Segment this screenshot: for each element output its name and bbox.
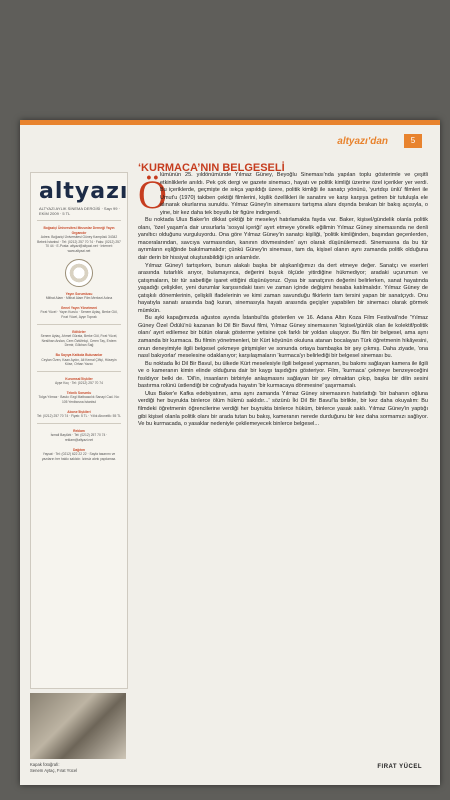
article-author: FIRAT YÜCEL bbox=[377, 764, 422, 770]
masthead-block: Genel Yayın Yönetmeni Fırat Yücel · Yayın Kurulu · Senem Aytaç, Berke Göl, Fırat Yücel, Ayşe Toprak bbox=[40, 305, 118, 319]
cover-caption: Kapak fotoğrafı: Senem Aytaç, Fırat Yücel bbox=[30, 762, 78, 773]
article-body bbox=[138, 172, 428, 768]
university-seal-icon bbox=[65, 259, 93, 287]
page-number: 5 bbox=[404, 134, 422, 148]
article-paragraph: Yılmaz Güney'i tartışırken, bunun alakalı başka bir alışkanlığımızı da dert etmeye değer. Sanatçı ve eserleri arasında tutarlılık arıyor, bulamayınca, değerini buyuk ölçüde yitirdiğine hükmediyor; aradaki uçurumun ve çatışmaların, bir tür sabetliğe işaret ettiğini düşünüyoruz. Oysa bir sanatçının değerini belirlerken, sanat hayatında yaşadığı çelişkiler, yeni durumlar karşısındaki tavrı ve zaman içinde değişimi hesaba katılmalıdır. Yılmaz Güney de çatışkılı dönemlerinin, çelişkili ifadelerinin ve kimi zaman savunduğu fikirlerin tam tersini yapan bir sanatçıydı. Onu hayatıyla sanatı arasında bağ kuran, sinemasıyla hayatı arasında geçişler yapabilen bir sinemacı olarak görmek mümkün. bbox=[138, 262, 428, 314]
masthead-block: Bu Sayıya Katkıda Bulunanlar Ceylan Özen, Kaan Aydın, Ali Kemal Çiftçi, Hüseyin Köse, Orhan Yazıcı bbox=[41, 352, 117, 367]
masthead-block: Reklam İsmail Baştürk · Tel: (0212) 257 70 74 · reklam@altyazi.net bbox=[50, 428, 108, 443]
divider bbox=[37, 371, 121, 372]
divider bbox=[37, 423, 121, 424]
article-paragraph: lümünün 25. yıldönümünde Yılmaz Güney, Beyoğlu Sineması'nda yapılan toplu gösterimle ve çeşitli etkinliklerle anıldı. Pek çok dergi ve gazete sinemacı, hayatı ve politik kimliği üzerine özel içerikler yer verdi. Bu içeriklerde, geçmişte de sıkça yapıldığı üzere, politik kimliği ile sanatçı yönünü, 'yurtdışı ünlü' filmleri ile Umut'u (1970) takiben çektiği filmlerini, kişilik özellikleri ile sanatını ve karşı karşıya getiren bir tutuluşla ele alınarak okurlarına sunuldu. Yılmaz Güney'in sinemasını tartışma alanı dışında bırakan bir bakış açısıyla, o yine, bir kez daha tek boyutlu bir figüre indirgendi. bbox=[160, 172, 428, 216]
divider bbox=[37, 220, 121, 221]
masthead-block: Abone İlişkileri Tel: (0212) 257 70 74 · Fiyatı: 5 TL · Yıllık Abonelik: 55 TL bbox=[37, 409, 121, 419]
altyazi-logo: altyazı bbox=[39, 179, 129, 204]
masthead-block: Kurumsal İlişkiler Ayşe Koç · Tel: (0212) 257 70 74 bbox=[55, 376, 103, 386]
article-paragraph: Ulus Baker'e Kafka edebiyatının, ama aynı zamanda Yılmaz Güney sinemasının hatırlattığı 'bir bahanın oğluna verdiği her buyrukta binlerce ölüm hükmü saklıdır...' sözünü İki Dil Bir Bavul'la birlikte, bir kez daha okuyalım: Bu filmdeki öğretmenin öğrencilerine verdiği her buyrukta binlerce hüküm, binlerce yasak saklı. Yılmaz Güney'in yaptığı gibi kişisel olanla politik olanı bir arada tutan bu bakış, kameranın nerede durduğunu bir kez daha sormamızı sağlıyor. Ve bu kurmacada, o yasaklar nedeniyle çekilemeyecek binlerce belgesel... bbox=[138, 390, 428, 428]
article-paragraph: Bu ayki kapağımızda ağustos ayında İstanbul'da gösterilen ve 16. Adana Altın Koza Film Festivali'nde 'Yılmaz Güney Özel Ödülü'nü kazanan İki Dil Bir Bavul filmi, Yılmaz Güney sinemasının 'kişisel/günlük olan ile kolektif/politik olanı' ayırt edilemez bir bütün olarak gösterme yetisine çok farklı bir yoldan ulaşıyor. Bu film bir belgesel, ama aynı zamanda bir kurmaca. Bu filmin yönetmenleri, bir Kürt köyünün okuluna atanan bocalayan Türk öğretmenin hikâyesini, onun deneyimiyle ilgili belgesel çekmeye girişmişler ve sonunda ortaya bambaşka bir şey çıkmış. Daha ziyade, 'ona nasıl bakıyorlar' meselesine odaklanıyor; karşılaşmaların 'kurmaca'yı belirlediği bir belgesel sineması bu. bbox=[138, 315, 428, 360]
article-title: ‘KURMACA’NIN BELGESELİ bbox=[138, 162, 285, 174]
masthead-block: Editörler Senem Aytaç, Ahmet Gürata, Berke Göl, Fırat Yücel, Neslihan Arslan, Cem Öztüfekçi, Ceren Taş, Erdem Demir, Gökhan Sağ bbox=[40, 329, 118, 348]
masthead-block: Boğaziçi Üniversitesi Mezunlar Derneği Yayın Organıdır Adres: Boğaziçi Üniversitesi Güney Kampüsü 34342 Bebek İstanbul · Tel: (0212) 257 70 74 · Faks: (0212) 257 70 44 · E-Posta: altyazi@altyazi.net · İnternet: www.altyazi.net bbox=[37, 226, 121, 253]
accent-stripe bbox=[20, 120, 440, 125]
masthead-sidebar bbox=[30, 172, 128, 689]
magazine-page bbox=[20, 120, 440, 785]
divider bbox=[37, 324, 121, 325]
masthead-block: Yayın Sorumlusu Mithat Alam · Mithat Alam Film Merkezi Adına bbox=[45, 291, 113, 301]
article-paragraph: Bu noktada İki Dil Bir Bavul, bu ülkede Kürt meselesiyle ilgili belgesel yapmanın, bu bakımı sağlayan kamera ile ilgili ve o kameranın kimin elinde olduğuna dair bir kaygı taşıdığını gösteriyor. Film, 'kurmaca' çekmeye benzeyeceğini fısıldıyor belki de. 'Dil'in, insanların birbiriyle anlaşmasını sağlayan bir şey olmaktan çıkıp, başka bir dilin sesini bastırma rolünü üstlendiği bir coğrafyada hayatın 'bir kurmacaya dönmesine' şaşırmamalı. bbox=[138, 360, 428, 390]
masthead-block: Teknik Sorumlu Tolga Yılmaz · Baskı: Ezgi Matbaacılık Sanayi Cad. No: 105 Yenibosna İstanbul bbox=[38, 390, 120, 405]
section-brand: altyazı'dan bbox=[337, 136, 388, 147]
masthead-block: Dağıtım Yaysat · Tel: (0212) 622 22 22 · Sayfa tasarımı ve yazıların her hakkı saklıdır. İzinsiz alıntı yapılamaz. bbox=[41, 447, 117, 461]
cover-photo bbox=[30, 693, 126, 759]
drop-cap: Ö bbox=[138, 172, 167, 217]
article-paragraph: Bu noktada Ulus Baker'in dikkat çektiği bir meseleyi hatırlamakta fayda var. Baker, kişisel/gündelik olanla politik olanı, 'özel yaşam'a dair unsurlarla 'sosyal içeriği' ayırt etmeye yönelik eğilimin Yılmaz Güney sinemasında ne denli yanıltıcı olduğunu vurguluyordu. Ona göre Yılmaz Güney'in sanatçı kişiliği, 'politik kimliğinden, başından geçenlerden, maceralarından, savcıya varmasından, kanının dövmesinden' ayrı olarak düşünülemezdi. Sinemasına da bu tür ayrımların eşliğinde bakılmamalıdır; çünkü Güney'in sineması, tam da, kişisel olanın aynı zamanda politik olduğuna dair derin bir hissiyat oluşturabildiği için anlamlıdır. bbox=[138, 217, 428, 262]
logo-subtitle: ALTYAZI AYLIK SİNEMA DERGİSİ · Sayı 99 · EKİM 2009 · 5 TL bbox=[39, 206, 120, 216]
